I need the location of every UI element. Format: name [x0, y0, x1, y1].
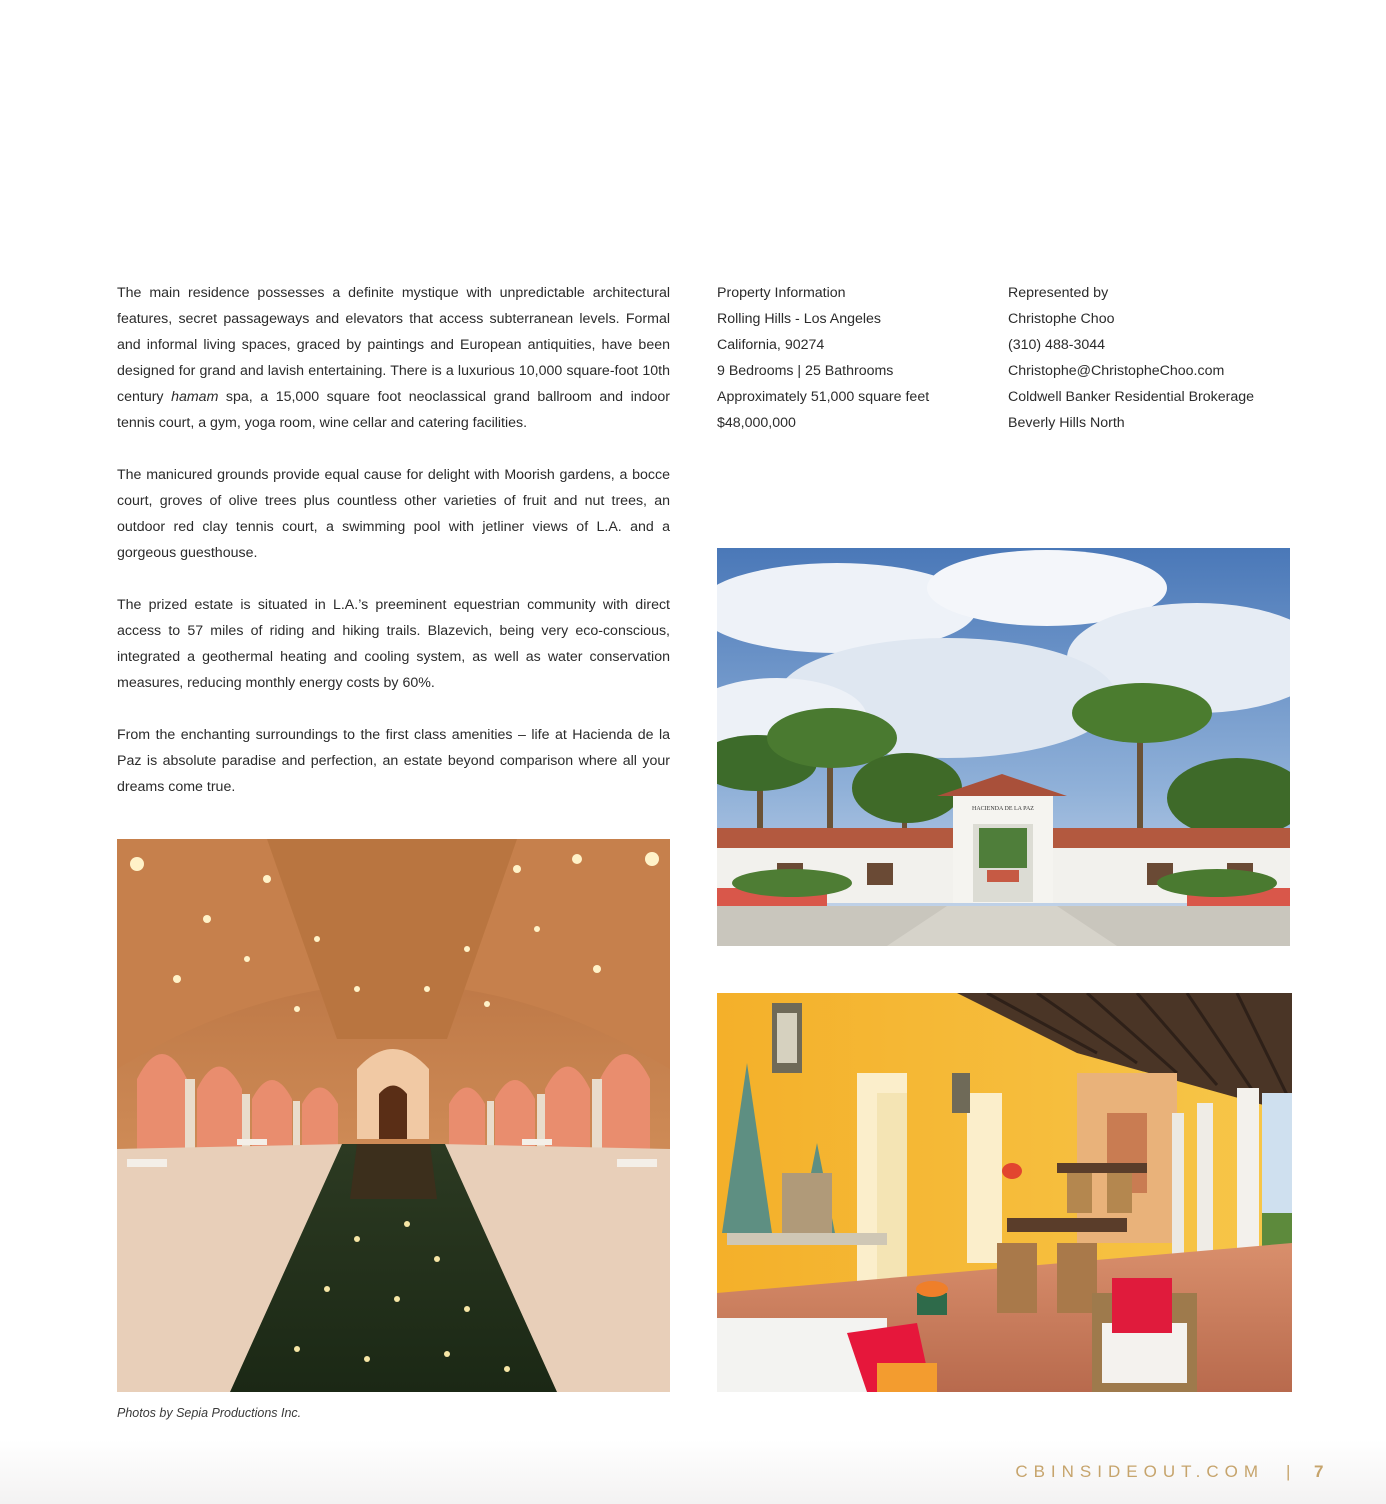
article-paragraph: The main residence possesses a definite mystique with unpredictable architectural features, secret passageways and elevators that access subterranean levels. Formal and informal living spaces, graced by paintings and European antiquities, have been designed for grand and lavish entertaining. There is a luxurious 10,000 square-foot 10th century hamam spa, a 15,000 square foot neoclassical grand ballroom and indoor tennis court, a gym, yoga room, wine cellar and catering facilities. — [117, 285, 671, 431]
property-price: $48,000,000 — [717, 415, 796, 431]
patio-photo — [717, 993, 1292, 1392]
agent-brokerage: Coldwell Banker Residential Brokerage — [1008, 389, 1255, 405]
agent-information — [1008, 280, 1254, 436]
hamam-spa-photo — [117, 839, 670, 1392]
article-paragraph: From the enchanting surroundings to the first class amenities – life at Hacienda de la Paz is absolute paradise and perfection, an estate beyond comparison where all your dreams come true. — [117, 727, 670, 795]
agent-phone: (310) 488-3044 — [1008, 337, 1106, 353]
property-rooms: 9 Bedrooms | 25 Bathrooms — [717, 363, 894, 379]
agent-name: Christophe Choo — [1008, 311, 1115, 327]
property-size: Approximately 51,000 square feet — [717, 389, 930, 405]
emphasis-hamam: hamam — [171, 389, 219, 405]
property-heading: Property Information — [717, 285, 846, 301]
article-paragraph: The prized estate is situated in L.A.’s preeminent equestrian community with direct access to 57 miles of riding and hiking trails. Blazevich, being very eco-conscious, integrated a geothermal heating and cooling system, as well as water conservation measures, reducing monthly energy costs by 60%. — [117, 597, 670, 691]
property-state: California, 90274 — [717, 337, 825, 353]
gate-sign: HACIENDA DE LA PAZ — [972, 806, 1034, 812]
article-paragraph: The manicured grounds provide equal cause for delight with Moorish gardens, a bocce court, groves of olive trees plus countless other varieties of fruit and nut trees, an outdoor red clay tennis court, a swimming pool with jetliner views of L.A. and a gorgeous guesthouse. — [117, 467, 670, 561]
article-body — [117, 280, 670, 826]
photo-credit: Photos by Sepia Productions Inc. — [117, 1406, 302, 1420]
property-location: Rolling Hills - Los Angeles — [717, 311, 882, 327]
page-number: 7 — [1314, 1462, 1324, 1481]
footer-separator: | — [1286, 1462, 1291, 1481]
agent-email: Christophe@ChristopheChoo.com — [1008, 363, 1225, 379]
agent-heading: Represented by — [1008, 285, 1109, 301]
footer-website: CBINSIDEOUT.COM — [1015, 1462, 1264, 1481]
property-information — [717, 280, 929, 436]
agent-office: Beverly Hills North — [1008, 415, 1125, 431]
exterior-photo — [717, 548, 1290, 946]
